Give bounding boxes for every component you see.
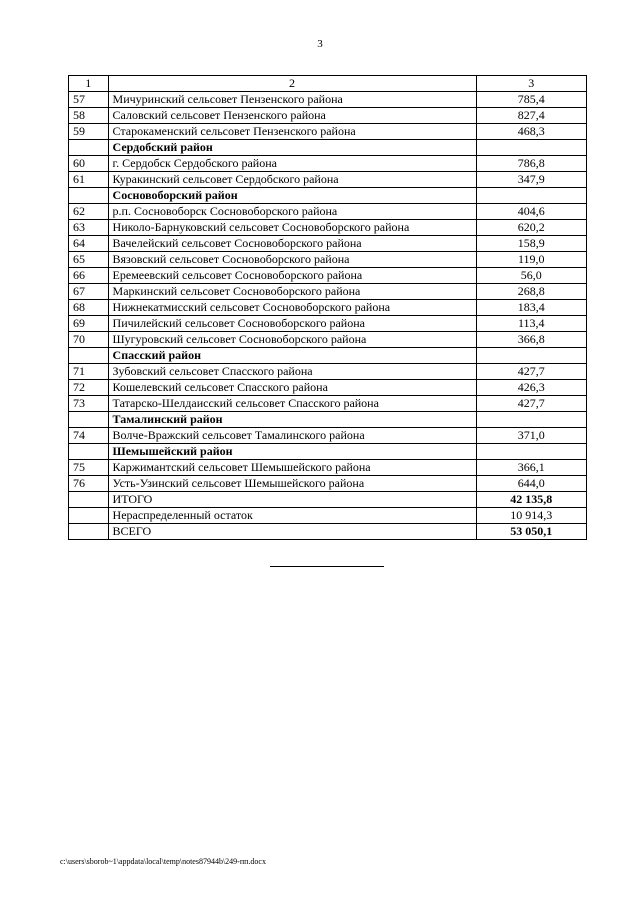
row-value-cell bbox=[476, 444, 587, 460]
row-number-cell: 71 bbox=[69, 364, 109, 380]
file-path: c:\users\sborob~1\appdata\local\temp\notes87944b\249-пп.docx bbox=[60, 857, 266, 866]
row-number-cell: 70 bbox=[69, 332, 109, 348]
row-value-cell: 366,8 bbox=[476, 332, 587, 348]
row-number-cell: 68 bbox=[69, 300, 109, 316]
district-section-row bbox=[69, 348, 587, 364]
row-name-cell: Старокаменский сельсовет Пензенского района bbox=[108, 124, 476, 140]
row-number-cell: 74 bbox=[69, 428, 109, 444]
end-of-document-line bbox=[270, 566, 384, 567]
table-row bbox=[69, 92, 587, 108]
row-number-cell: 65 bbox=[69, 252, 109, 268]
row-number-cell bbox=[69, 140, 109, 156]
row-name-cell: Вязовский сельсовет Сосновоборского района bbox=[108, 252, 476, 268]
row-value-cell: 620,2 bbox=[476, 220, 587, 236]
row-value-cell: 119,0 bbox=[476, 252, 587, 268]
row-value-cell: 183,4 bbox=[476, 300, 587, 316]
table-row bbox=[69, 220, 587, 236]
row-value-cell: 10 914,3 bbox=[476, 508, 587, 524]
row-name-cell: Тамалинский район bbox=[108, 412, 476, 428]
row-number-cell bbox=[69, 508, 109, 524]
row-value-cell: 113,4 bbox=[476, 316, 587, 332]
header-cell-name: 2 bbox=[108, 76, 476, 92]
row-value-cell bbox=[476, 188, 587, 204]
row-value-cell: 427,7 bbox=[476, 396, 587, 412]
row-number-cell: 62 bbox=[69, 204, 109, 220]
row-number-cell: 66 bbox=[69, 268, 109, 284]
row-name-cell: Вачелейский сельсовет Сосновоборского района bbox=[108, 236, 476, 252]
row-number-cell: 60 bbox=[69, 156, 109, 172]
row-name-cell: Волче-Вражский сельсовет Тамалинского района bbox=[108, 428, 476, 444]
table-row bbox=[69, 156, 587, 172]
district-section-row bbox=[69, 412, 587, 428]
page-number: 3 bbox=[317, 38, 323, 50]
table-row bbox=[69, 428, 587, 444]
row-number-cell bbox=[69, 444, 109, 460]
row-name-cell: Николо-Барнуковский сельсовет Сосновоборского района bbox=[108, 220, 476, 236]
district-section-row bbox=[69, 444, 587, 460]
row-value-cell: 468,3 bbox=[476, 124, 587, 140]
row-number-cell: 73 bbox=[69, 396, 109, 412]
row-number-cell: 58 bbox=[69, 108, 109, 124]
row-value-cell: 827,4 bbox=[476, 108, 587, 124]
district-section-row bbox=[69, 140, 587, 156]
table-row bbox=[69, 204, 587, 220]
row-name-cell: Кошелевский сельсовет Спасского района bbox=[108, 380, 476, 396]
row-name-cell: г. Сердобск Сердобского района bbox=[108, 156, 476, 172]
row-value-cell: 53 050,1 bbox=[476, 524, 587, 540]
table-row bbox=[69, 460, 587, 476]
header-cell-value: 3 bbox=[476, 76, 587, 92]
row-name-cell: Сосновоборский район bbox=[108, 188, 476, 204]
table-row bbox=[69, 316, 587, 332]
row-value-cell bbox=[476, 412, 587, 428]
table-row bbox=[69, 172, 587, 188]
total-row bbox=[69, 492, 587, 508]
table-row bbox=[69, 236, 587, 252]
row-name-cell: Еремеевский сельсовет Сосновоборского района bbox=[108, 268, 476, 284]
row-name-cell: Саловский сельсовет Пензенского района bbox=[108, 108, 476, 124]
row-number-cell: 63 bbox=[69, 220, 109, 236]
row-number-cell bbox=[69, 412, 109, 428]
table-row bbox=[69, 332, 587, 348]
row-number-cell: 75 bbox=[69, 460, 109, 476]
table-row bbox=[69, 508, 587, 524]
row-name-cell: Мичуринский сельсовет Пензенского района bbox=[108, 92, 476, 108]
row-value-cell: 347,9 bbox=[476, 172, 587, 188]
budget-distribution-table bbox=[68, 75, 587, 540]
row-number-cell bbox=[69, 188, 109, 204]
table-row bbox=[69, 124, 587, 140]
row-name-cell: Нижнекатмисский сельсовет Сосновоборского района bbox=[108, 300, 476, 316]
row-value-cell: 426,3 bbox=[476, 380, 587, 396]
row-value-cell: 371,0 bbox=[476, 428, 587, 444]
header-cell-number: 1 bbox=[69, 76, 109, 92]
table-header-row bbox=[69, 76, 587, 92]
row-name-cell: Сердобский район bbox=[108, 140, 476, 156]
row-value-cell bbox=[476, 140, 587, 156]
table-row bbox=[69, 476, 587, 492]
row-name-cell: Маркинский сельсовет Сосновоборского района bbox=[108, 284, 476, 300]
row-value-cell: 56,0 bbox=[476, 268, 587, 284]
row-name-cell: Усть-Узинский сельсовет Шемышейского района bbox=[108, 476, 476, 492]
table-row bbox=[69, 380, 587, 396]
table-row bbox=[69, 108, 587, 124]
total-row bbox=[69, 524, 587, 540]
row-number-cell: 67 bbox=[69, 284, 109, 300]
table-row bbox=[69, 284, 587, 300]
row-number-cell: 57 bbox=[69, 92, 109, 108]
row-number-cell: 69 bbox=[69, 316, 109, 332]
row-name-cell: Шемышейский район bbox=[108, 444, 476, 460]
row-name-cell: Куракинский сельсовет Сердобского района bbox=[108, 172, 476, 188]
row-value-cell: 158,9 bbox=[476, 236, 587, 252]
table-row bbox=[69, 396, 587, 412]
table-row bbox=[69, 268, 587, 284]
row-name-cell: Татарско-Шелдаисский сельсовет Спасского района bbox=[108, 396, 476, 412]
row-number-cell: 72 bbox=[69, 380, 109, 396]
row-number-cell bbox=[69, 492, 109, 508]
row-value-cell: 786,8 bbox=[476, 156, 587, 172]
row-name-cell: ВСЕГО bbox=[108, 524, 476, 540]
row-name-cell: ИТОГО bbox=[108, 492, 476, 508]
row-number-cell bbox=[69, 524, 109, 540]
row-number-cell: 76 bbox=[69, 476, 109, 492]
table-row bbox=[69, 300, 587, 316]
row-value-cell: 42 135,8 bbox=[476, 492, 587, 508]
row-value-cell: 268,8 bbox=[476, 284, 587, 300]
row-name-cell: Нераспределенный остаток bbox=[108, 508, 476, 524]
row-name-cell: Зубовский сельсовет Спасского района bbox=[108, 364, 476, 380]
row-number-cell: 59 bbox=[69, 124, 109, 140]
row-value-cell: 366,1 bbox=[476, 460, 587, 476]
table-row bbox=[69, 364, 587, 380]
row-number-cell: 64 bbox=[69, 236, 109, 252]
row-name-cell: Шугуровский сельсовет Сосновоборского района bbox=[108, 332, 476, 348]
row-name-cell: Спасский район bbox=[108, 348, 476, 364]
row-value-cell: 644,0 bbox=[476, 476, 587, 492]
table-row bbox=[69, 252, 587, 268]
row-number-cell: 61 bbox=[69, 172, 109, 188]
row-value-cell bbox=[476, 348, 587, 364]
row-value-cell: 404,6 bbox=[476, 204, 587, 220]
row-value-cell: 785,4 bbox=[476, 92, 587, 108]
row-name-cell: Каржимантский сельсовет Шемышейского района bbox=[108, 460, 476, 476]
district-section-row bbox=[69, 188, 587, 204]
row-name-cell: Пичилейский сельсовет Сосновоборского района bbox=[108, 316, 476, 332]
row-value-cell: 427,7 bbox=[476, 364, 587, 380]
row-number-cell bbox=[69, 348, 109, 364]
row-name-cell: р.п. Сосновоборск Сосновоборского района bbox=[108, 204, 476, 220]
